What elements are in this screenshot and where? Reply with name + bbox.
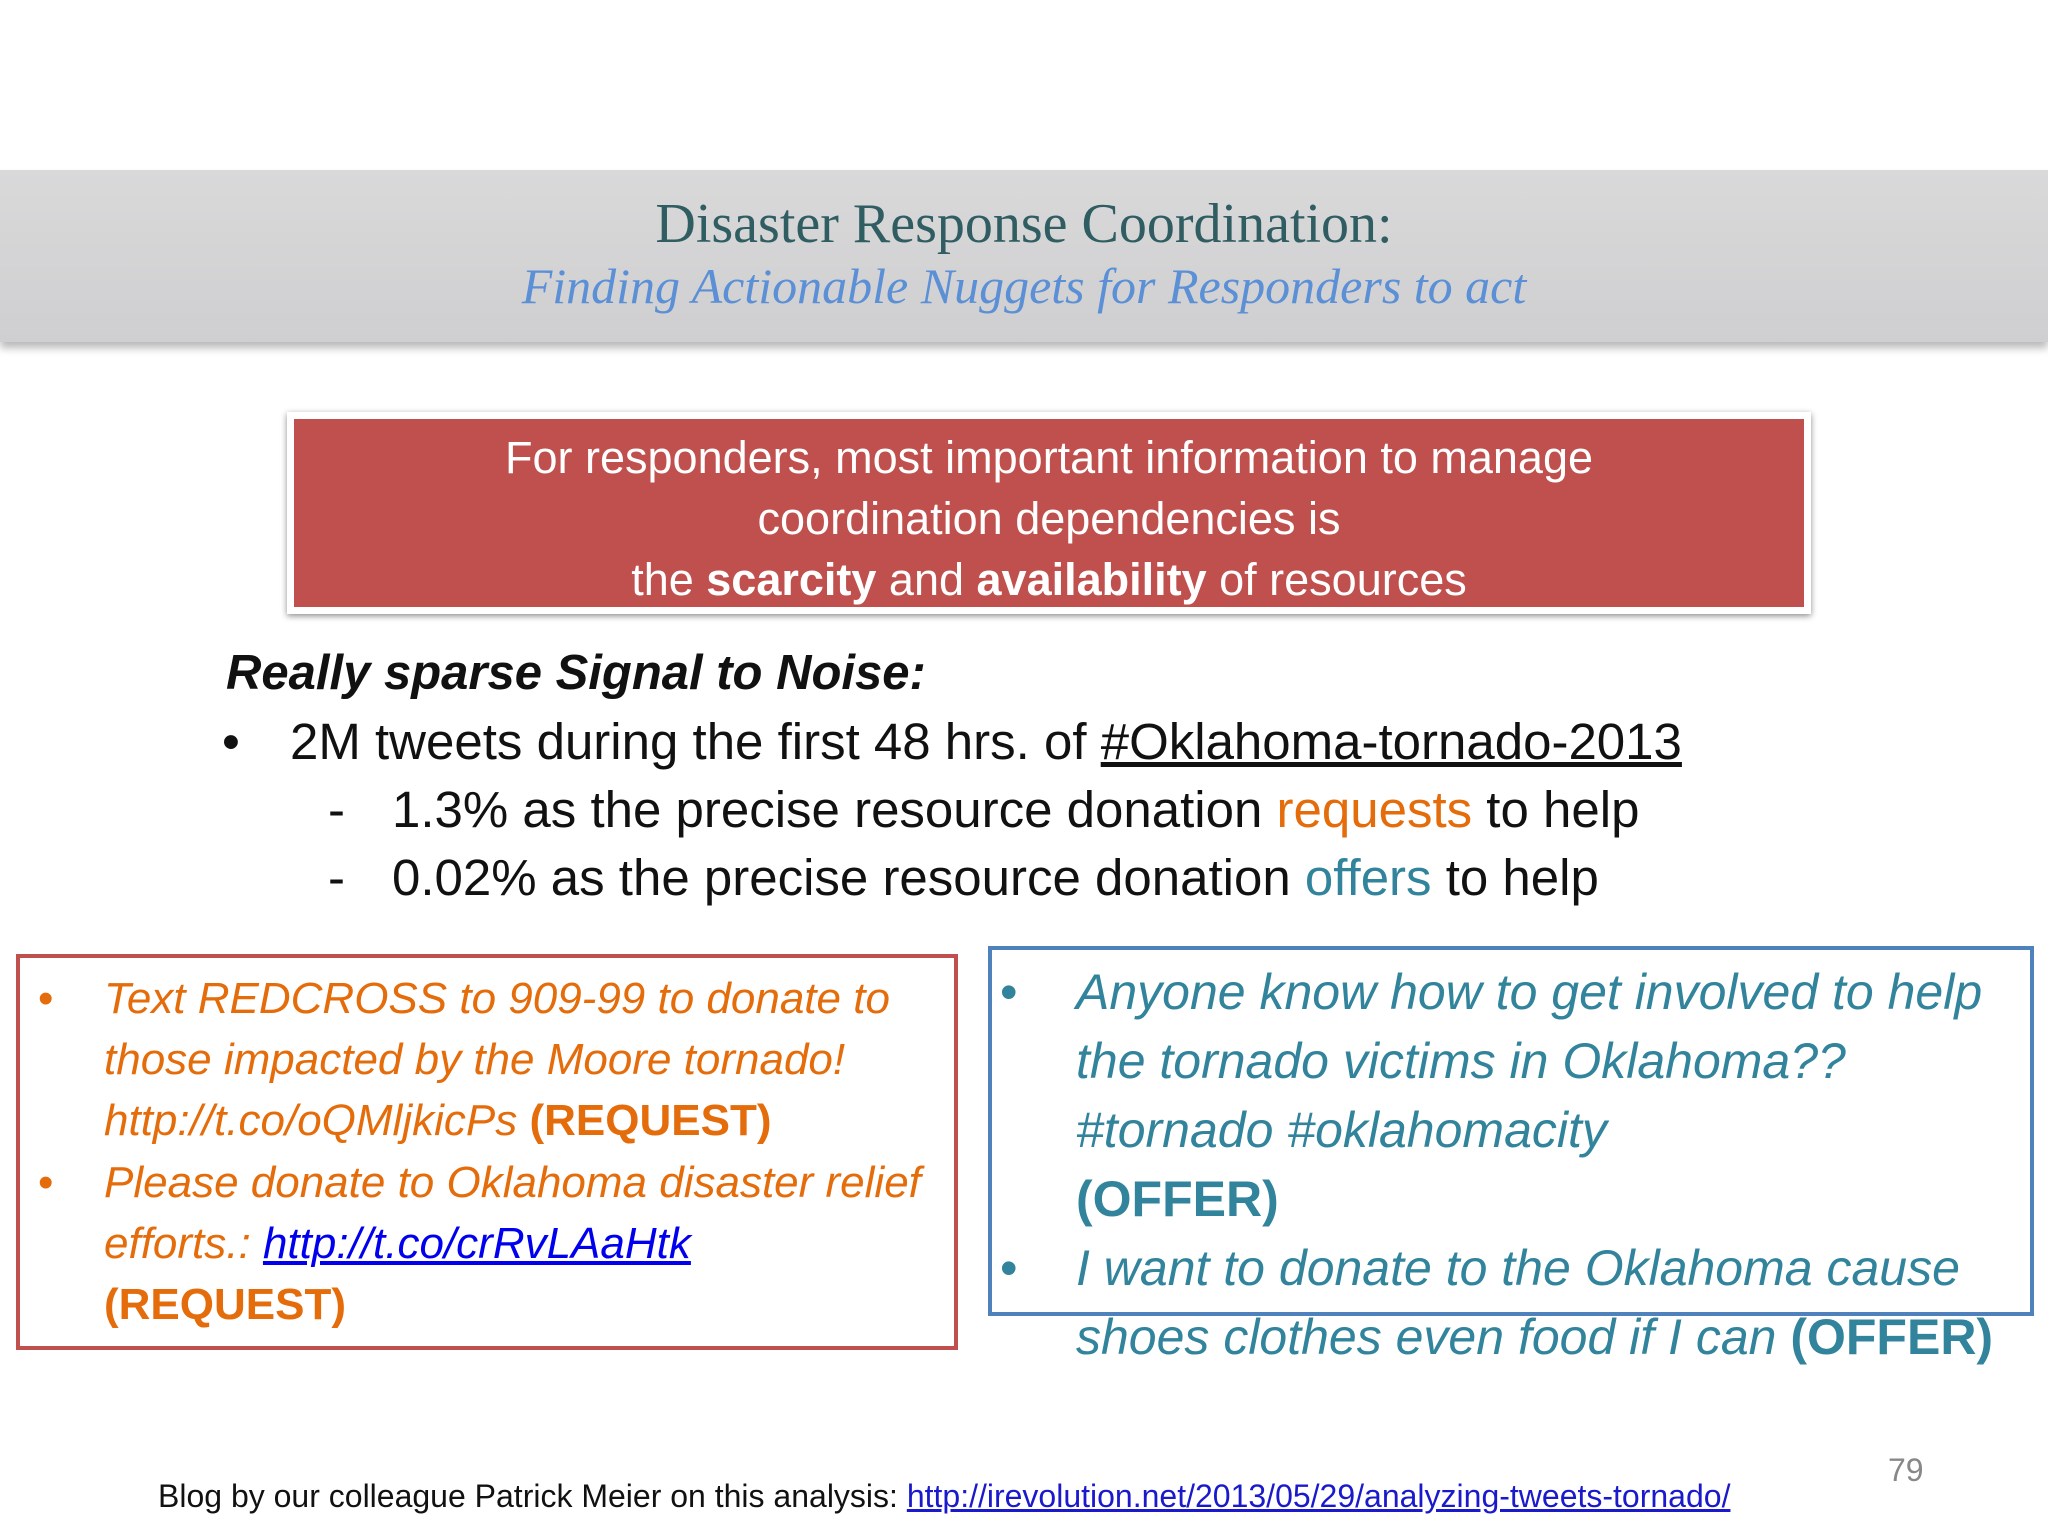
bullet-glyph: • <box>1000 964 1018 1020</box>
request-item <box>38 968 938 1151</box>
requests-keyword: requests <box>1276 781 1473 838</box>
sub-requests-pre: 1.3% as the precise resource donation <box>392 781 1277 838</box>
signal-bullet <box>222 712 1682 771</box>
bullet-glyph: • <box>1000 1240 1018 1296</box>
tweet-link[interactable]: http://t.co/crRvLAaHtk <box>262 1219 691 1268</box>
callout-line-3-mid: and <box>876 554 977 605</box>
callout-line-1: For responders, most important information to manage <box>505 432 1593 483</box>
signal-sub-offers <box>328 848 1599 907</box>
request-tweet-2: Please donate to Oklahoma disaster relief efforts.: <box>104 1158 921 1268</box>
callout-line-3-post: of resources <box>1206 554 1467 605</box>
request-item-text <box>104 1152 938 1335</box>
offer-item-text <box>1076 958 2040 1234</box>
offer-item-text <box>1076 1234 2040 1372</box>
dash-glyph: - <box>328 781 345 838</box>
offer-tweet-2: I want to donate to the Oklahoma cause shoes clothes even food if I can <box>1076 1240 1960 1365</box>
callout-line-2: coordination dependencies is <box>757 493 1341 544</box>
offer-item <box>1000 1234 2040 1372</box>
footer-text: Blog by our colleague Patrick Meier on this analysis: <box>158 1478 907 1514</box>
signal-bullet-text: 2M tweets during the first 48 hrs. of <box>290 713 1101 770</box>
request-examples-box <box>16 954 958 1350</box>
signal-heading: Really sparse Signal to Noise: <box>226 646 926 700</box>
offers-keyword: offers <box>1304 849 1432 906</box>
sub-requests-post: to help <box>1472 781 1640 838</box>
signal-sub-requests <box>328 780 1639 839</box>
callout-line-3 <box>294 549 1804 610</box>
slide-subtitle: Finding Actionable Nuggets for Responders to act <box>521 258 1527 314</box>
request-tweet-1: Text REDCROSS to 909-99 to donate to those impacted by the Moore tornado! http://t.co/oQMljkicPs <box>104 974 890 1145</box>
page-number: 79 <box>1888 1452 1924 1488</box>
dash-glyph: - <box>328 849 345 906</box>
bullet-glyph: • <box>38 1158 54 1207</box>
callout-line-3-pre: the <box>631 554 707 605</box>
callout-scarcity: scarcity <box>706 554 877 605</box>
sub-offers-pre: 0.02% as the precise resource donation <box>392 849 1305 906</box>
callout-availability: availability <box>976 554 1207 605</box>
bullet-glyph: • <box>38 974 54 1023</box>
request-item-text <box>104 968 938 1151</box>
footer-credit <box>158 1478 1730 1515</box>
request-tag: (REQUEST) <box>529 1096 772 1145</box>
offer-tag: (OFFER) <box>1076 1171 1279 1227</box>
request-item <box>38 1152 938 1335</box>
offer-item <box>1000 958 2040 1234</box>
sub-offers-post: to help <box>1431 849 1599 906</box>
footer-link[interactable]: http://irevolution.net/2013/05/29/analyzing-tweets-tornado/ <box>906 1478 1731 1514</box>
slide-title: Disaster Response Coordination: <box>655 193 1393 255</box>
offer-tweet-1: Anyone know how to get involved to help the tornado victims in Oklahoma??#tornado #oklahomacity <box>1076 964 1983 1158</box>
request-tag: (REQUEST) <box>104 1280 346 1329</box>
callout-box <box>287 412 1811 614</box>
bullet-glyph: • <box>222 713 240 770</box>
offer-tag: (OFFER) <box>1790 1309 1994 1365</box>
hashtag-link[interactable]: #Oklahoma-tornado-2013 <box>1100 713 1682 770</box>
title-band <box>0 170 2048 342</box>
